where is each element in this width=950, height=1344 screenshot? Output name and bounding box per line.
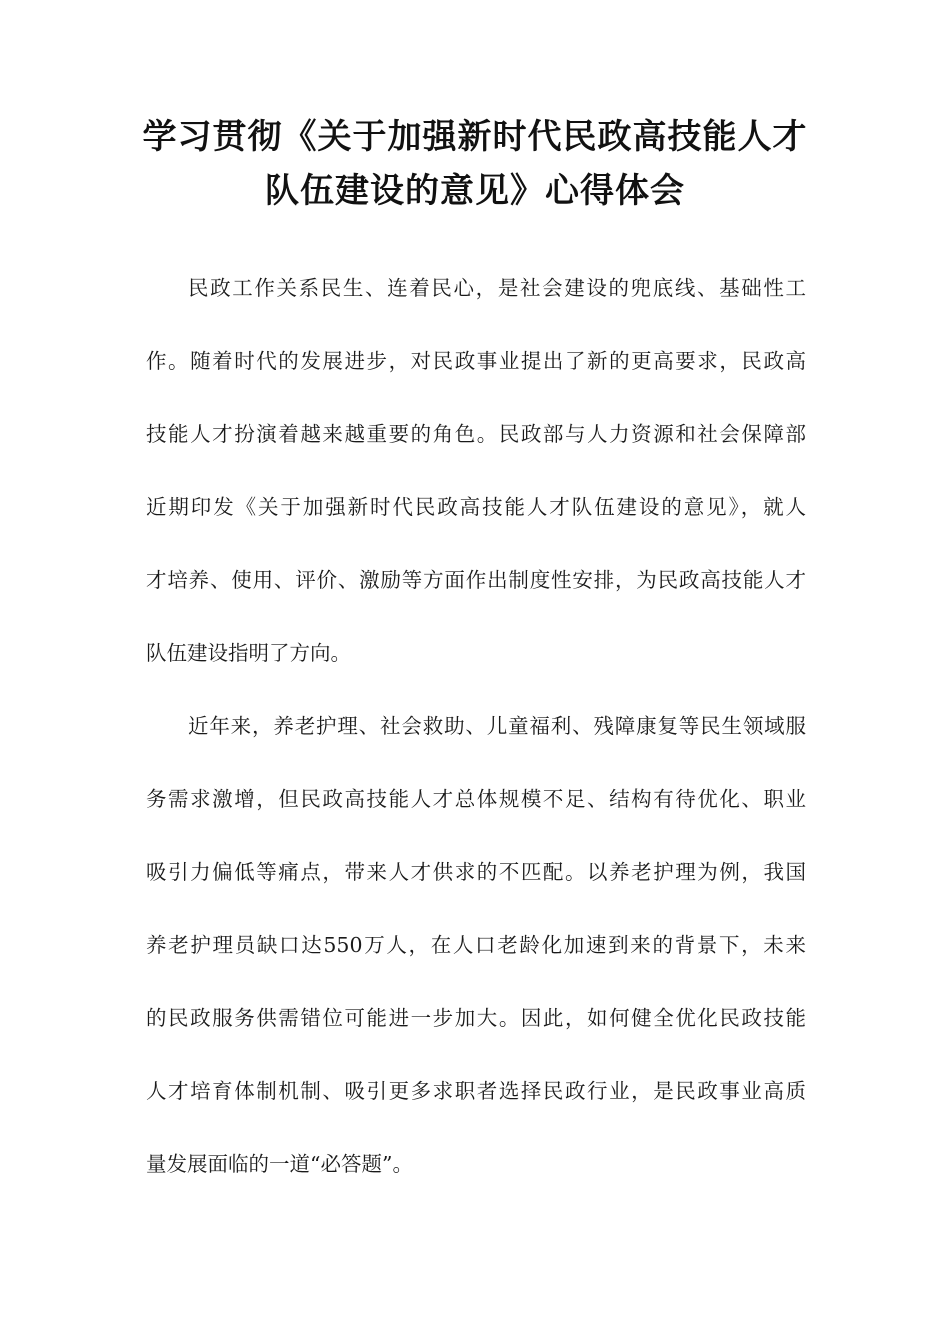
paragraph-line: 的民政服务供需错位可能进一步加大。因此，如何健全优化民政技能 xyxy=(146,1006,806,1030)
paragraph-line: 技能人才扮演着越来越重要的角色。民政部与人力资源和社会保障部 xyxy=(146,422,806,446)
paragraph-line: 养老护理员缺口达550万人，在人口老龄化加速到来的背景下，未来 xyxy=(146,933,806,957)
paragraph-1 xyxy=(146,268,806,706)
title-line-1: 学习贯彻《关于加强新时代民政高技能人才 xyxy=(142,117,808,157)
paragraph-line: 务需求激增，但民政高技能人才总体规模不足、结构有待优化、职业 xyxy=(146,787,806,811)
document-body xyxy=(146,268,806,1217)
paragraph-line: 人才培育体制机制、吸引更多求职者选择民政行业，是民政事业高质 xyxy=(146,1079,806,1103)
paragraph-line: 作。随着时代的发展进步，对民政事业提出了新的更高要求，民政高 xyxy=(146,349,806,373)
title-line-2: 队伍建设的意见》心得体会 xyxy=(265,171,685,211)
paragraph-line: 近年来，养老护理、社会救助、儿童福利、残障康复等民生领域服 xyxy=(188,714,806,738)
paragraph-line: 才培养、使用、评价、激励等方面作出制度性安排，为民政高技能人才 xyxy=(146,568,806,592)
paragraph-line: 民政工作关系民生、连着民心，是社会建设的兜底线、基础性工 xyxy=(188,276,806,300)
paragraph-line: 队伍建设指明了方向。 xyxy=(146,641,351,665)
paragraph-2 xyxy=(146,706,806,1217)
document-title xyxy=(120,110,830,218)
paragraph-line: 量发展面临的一道“必答题”。 xyxy=(146,1152,413,1176)
paragraph-line: 吸引力偏低等痛点，带来人才供求的不匹配。以养老护理为例，我国 xyxy=(146,860,806,884)
paragraph-line: 近期印发《关于加强新时代民政高技能人才队伍建设的意见》，就人 xyxy=(146,495,806,519)
